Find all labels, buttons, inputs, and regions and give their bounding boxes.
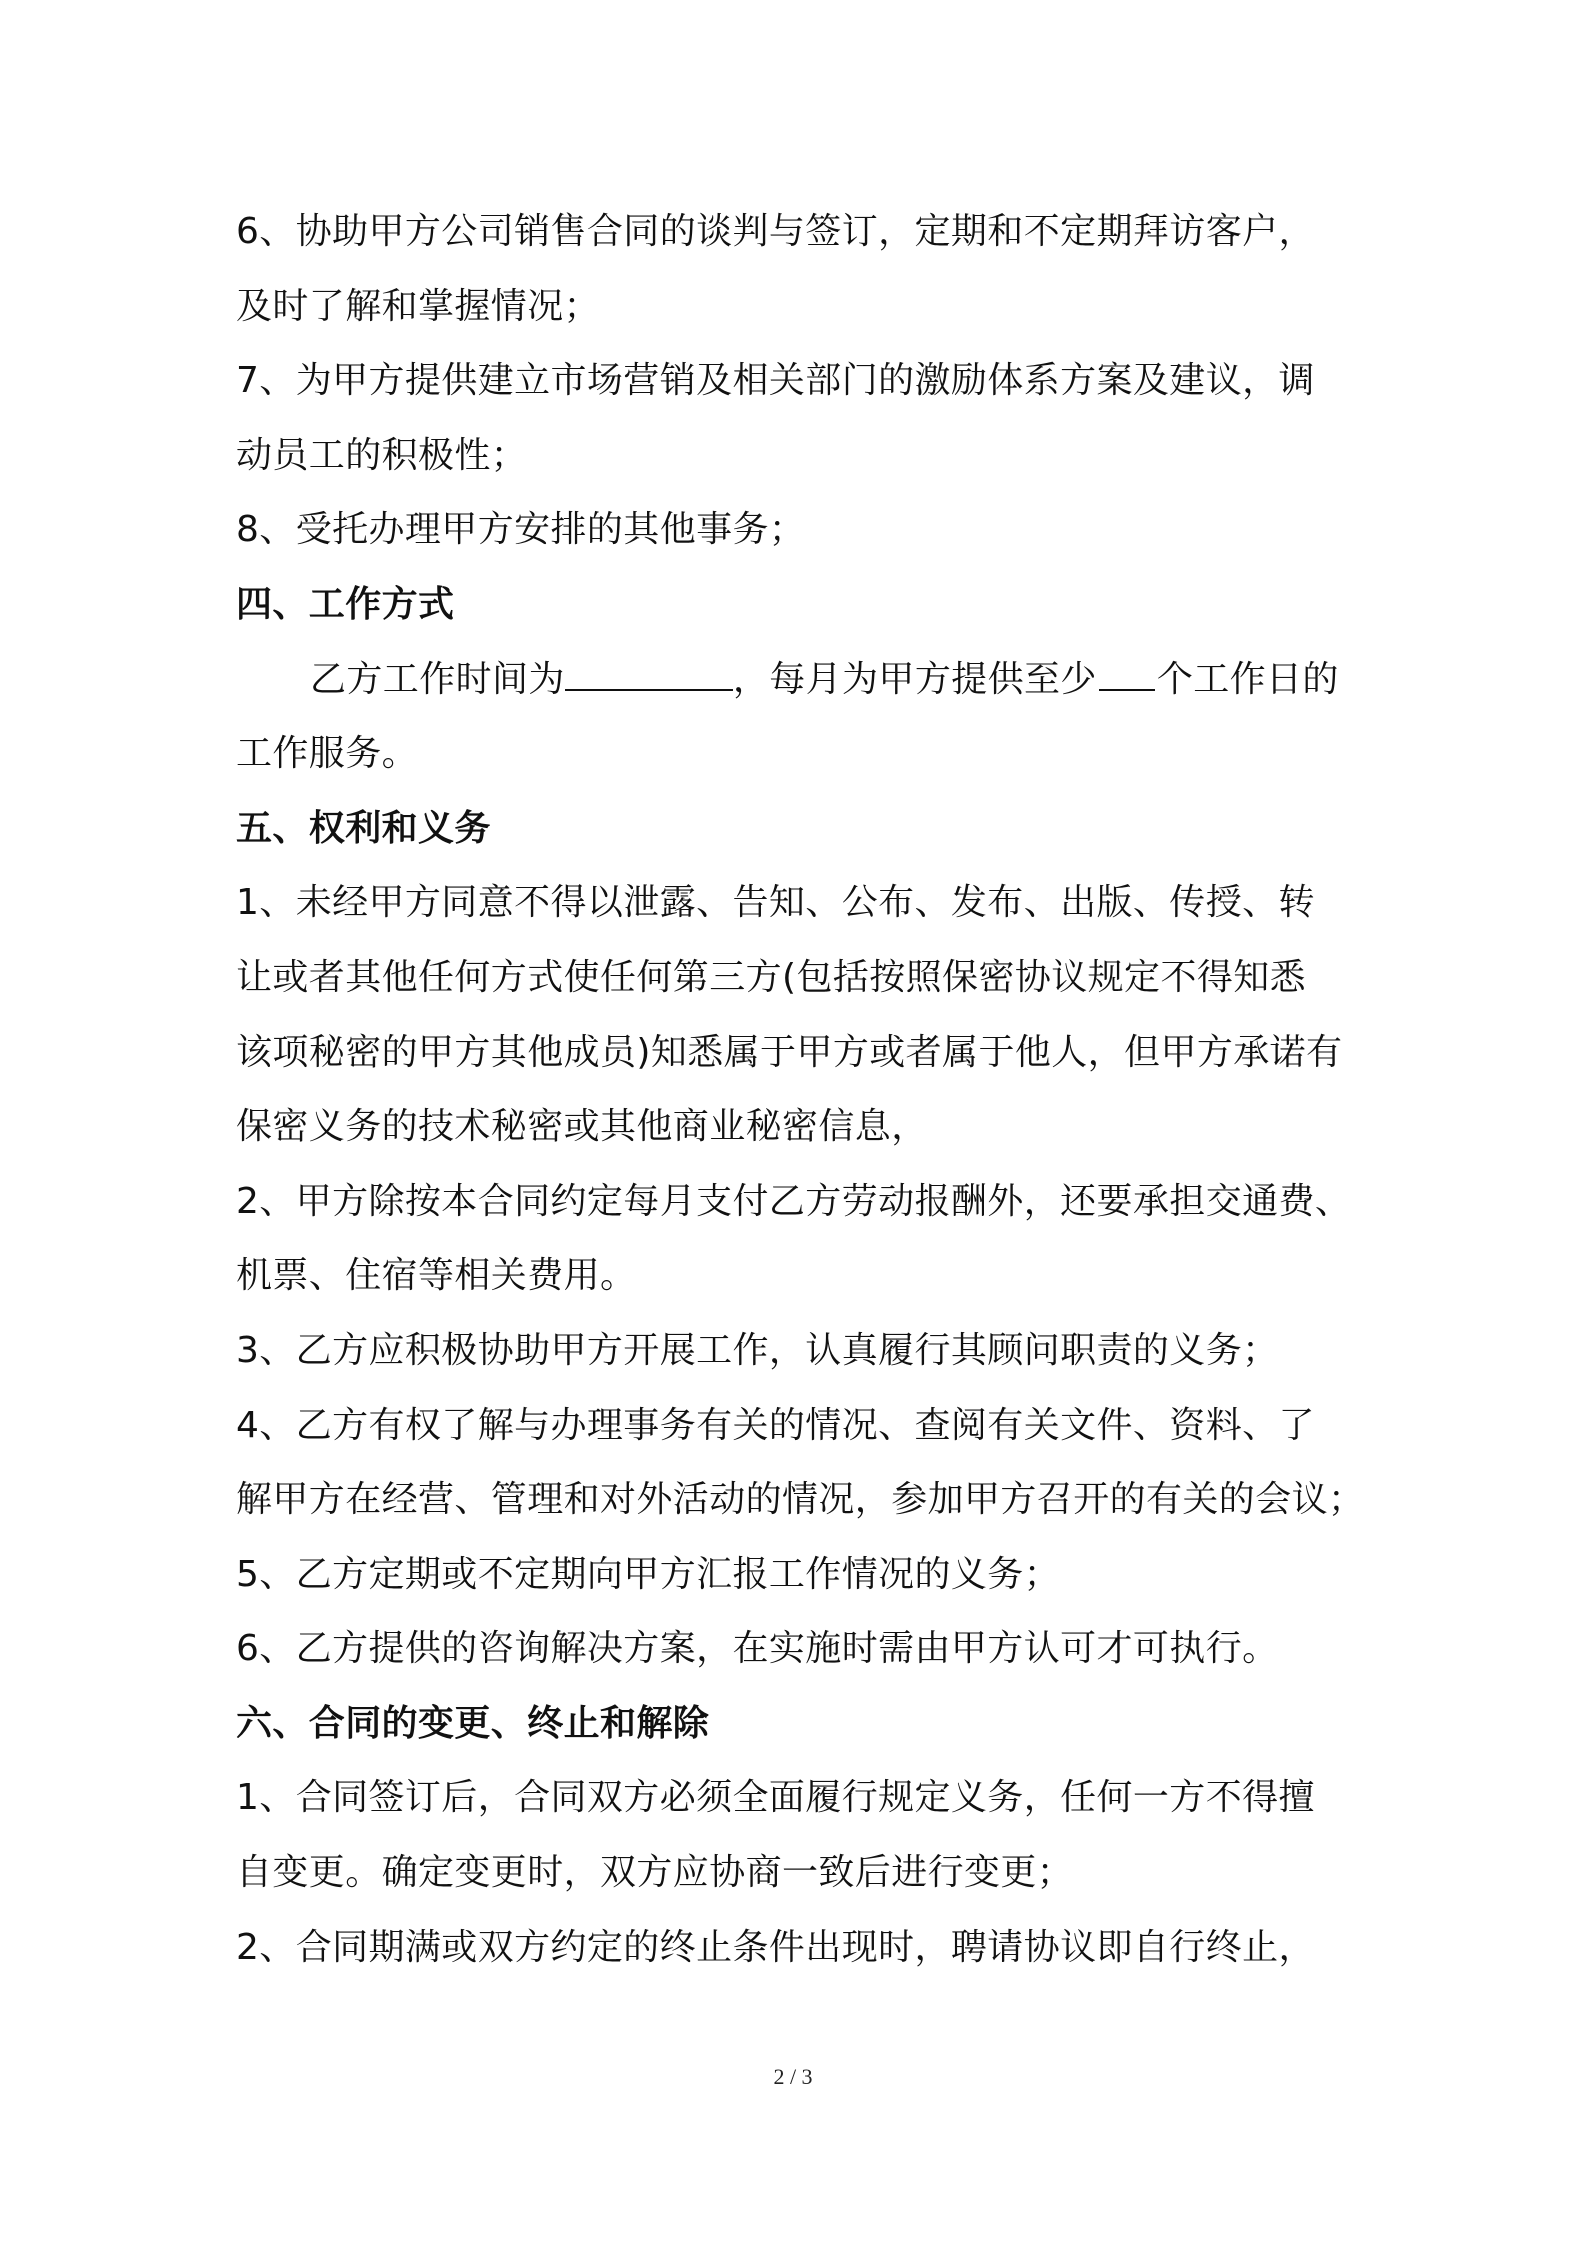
paragraph-line: 自变更。确定变更时，双方应协商一致后进行变更； (236, 1852, 1074, 1894)
paragraph-line: 1、合同签订后，合同双方必须全面履行规定义务，任何一方不得擅 (236, 1777, 1315, 1819)
paragraph-line: 2、合同期满或双方约定的终止条件出现时，聘请协议即自行终止， (236, 1926, 1315, 1968)
paragraph-line: 解甲方在经营、管理和对外活动的情况，参加甲方召开的有关的会议； (236, 1479, 1365, 1521)
paragraph-line: 让或者其他任何方式使任何第三方(包括按照保密协议规定不得知悉 (236, 956, 1307, 998)
paragraph-line-with-blanks (236, 643, 1376, 718)
fill-in-blank (565, 659, 733, 691)
fill-in-blank (1099, 659, 1155, 691)
section-heading: 六、合同的变更、终止和解除 (236, 1702, 710, 1744)
section-heading: 五、权利和义务 (236, 807, 491, 849)
paragraph-line: 动员工的积极性； (236, 434, 528, 476)
paragraph-line: 1、未经甲方同意不得以泄露、告知、公布、发布、出版、传授、转 (236, 882, 1315, 924)
paragraph-line: 该项秘密的甲方其他成员)知悉属于甲方或者属于他人，但甲方承诺有 (236, 1031, 1343, 1073)
paragraph-line: 5、乙方定期或不定期向甲方汇报工作情况的义务； (236, 1553, 1061, 1595)
document-body (236, 195, 1376, 1985)
paragraph-line: 2、甲方除按本合同约定每月支付乙方劳动报酬外，还要承担交通费、 (236, 1180, 1352, 1222)
paragraph-line: 机票、住宿等相关费用。 (236, 1255, 637, 1297)
paragraph-line: 工作服务。 (236, 733, 419, 775)
paragraph-line: 6、乙方提供的咨询解决方案，在实施时需由甲方认可才可执行。 (236, 1628, 1279, 1670)
text-segment: 个工作日的 (1156, 658, 1339, 700)
paragraph-line: 8、受托办理甲方安排的其他事务； (236, 509, 806, 551)
paragraph-line: 6、协助甲方公司销售合同的谈判与签订，定期和不定期拜访客户， (236, 211, 1315, 252)
paragraph-line: 7、为甲方提供建立市场营销及相关部门的激励体系方案及建议，调 (236, 360, 1315, 402)
text-segment: ，每月为甲方提供至少 (732, 658, 1097, 700)
page-number: 2 / 3 (773, 2064, 813, 2089)
paragraph-line: 保密义务的技术秘密或其他商业秘密信息， (236, 1106, 928, 1148)
paragraph-line: 及时了解和掌握情况； (236, 285, 601, 327)
paragraph-line: 3、乙方应积极协助甲方开展工作，认真履行其顾问职责的义务； (236, 1329, 1279, 1371)
text-segment: 乙方工作时间为 (310, 658, 565, 700)
section-heading: 四、工作方式 (236, 583, 455, 625)
paragraph-line: 4、乙方有权了解与办理事务有关的情况、查阅有关文件、资料、了 (236, 1404, 1315, 1446)
